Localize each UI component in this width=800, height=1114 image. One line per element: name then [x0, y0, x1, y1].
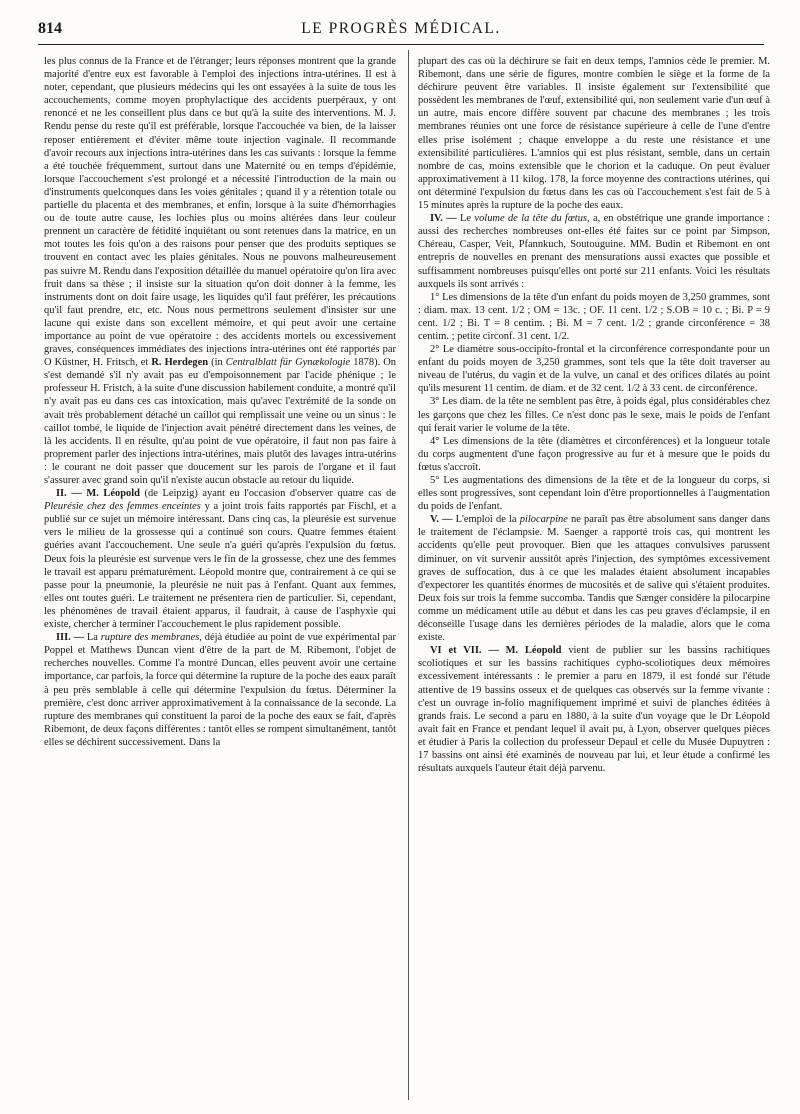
paragraph-text: , a, en obstétrique une grande importance : aussi des recherches nombreuses ont-elles été faites sur ce point par Simpson, Chéreau, Casper, Veit, Pfannkuch, Soutouguine. MM. Budin et Ribemont en ont entrepris de nouvelles en prenant des mensurations aussi exactes que possible et suffisamment nombreuses puisqu'elles ont porté sur 211 enfants. Voici les résultats auxquels ils sont arrivés :	[418, 213, 770, 290]
paragraph-membranes: plupart des cas où la déchirure se fait en deux temps, l'amnios cède le premier. M. Ribemont, dans une série de figures, montre combien le siège et la forme de la déchirure peuvent être variables. Il insiste également sur l'extensibilité que possèdent les membranes de l'œuf, extensibilité qui, non seulement varie d'un œuf à un autre, mais encore diffère souvent par chacune des membranes ; les trois membranes réunies ont une force de résistance supérieure à celle de l'une d'entre elles prise isolément ; chaque enveloppe a du reste une résistance et une extensibilité particulières. L'amnios qui est plus résistant, semble, dans un certain nombre de cas, moins extensible que le chorion et la caduque. On peut évaluer approximativement à 11 kilog. 178, la force moyenne des contractions utérines, qui ont déterminé l'expulsion du fœtus dans les cas où l'accouchement s'est fait de 5 à 15 minutes après la rupture de la poche des eaux.	[418, 56, 770, 212]
running-title: LE PROGRÈS MÉDICAL.	[301, 20, 501, 37]
paragraph-text: y a joint trois faits rapportés par Fischl, et a publié sur ce sujet un mémoire intéressant. Dans cinq cas, la pleurésie est survenue vers le milieu de la grossesse qui a continué son cours. Quatre femmes étaient guéries avant l'accouchement. Une seule n'a guéri qu'après l'expulsion du fœtus. Deux fois la pleurésie est survenue vers le fin de la grossesse, chez une des femmes le travail est apparu prématurément. Léopold montre que, contrairement à ce qui se passe pour la pneumonie, la pleurésie ne nuit pas à l'enfant. Quant aux femmes, elles ont toutes guéri. Le traitement ne présentera rien de particulier. Si, cependant, les phénomènes de travail étaient apparus, il faudrait, à cause de l'asphyxie qui existe, chercher à terminer l'accouchement le plus rapidement possible.	[44, 501, 396, 631]
column-divider	[408, 50, 409, 1100]
result-item: 3° Les diam. de la tête ne semblent pas être, à poids égal, plus considérables chez les garçons que chez les filles. Ce n'est donc pas le sexe, mais le poids de l'enfant qui ferait varier le volume de la tête.	[418, 396, 770, 434]
section-heading: II. — M. Léopold	[56, 488, 140, 500]
section-heading: V. —	[430, 514, 453, 526]
paragraph-text: Le	[456, 213, 475, 225]
header-rule	[38, 44, 764, 45]
result-item: 5° Les augmentations des dimensions de la tête et de la longueur du corps, si elles sont progressives, sont cependant loin d'être proportionnelles à l'augmentation du poids de l'enfant.	[418, 475, 770, 513]
topic-title: volume de la tête du fœtus	[474, 213, 587, 225]
paragraph-text: ne paraît pas être absolument sans danger dans le traitement de l'éclampsie. M. Saenger a rapporté trois cas, qui montrent les accidents qu'elle peut provoquer. Bien que les attaques convulsives parussent diminuer, on vit survenir aussitôt après l'injection, des symptômes excessivement graves de suffocation, dus à ce que les malades étaient absolument incapables d'expectorer les quantités énormes de mucosités et de salive qui s'étaient produites. Deux fois sur trois la femme succomba. Tandis que Sænger considère la pilocarpine comme un médicament utile au début et dans les cas peu graves d'éclampsie, il en déconseille l'usage dans les dernières périodes de la maladie, alors que le coma existe.	[418, 514, 770, 644]
section-iii	[44, 631, 396, 749]
journal-title: Centralblatt für Gynækologie	[225, 357, 351, 369]
paragraph-text: La	[84, 632, 101, 644]
paragraph-text: vient de publier sur les bassins rachitiques scoliotiques et sur les bassins rachitiques cypho-scoliotiques deux mémoires excessivement intéressants : le premier a paru en 1879, il est fondé sur l'étude attentive de 19 bassins osseux et de quelques cas observés sur la femme vivante : c'est un ouvrage in-folio magnifiquement imprimé et suivi de planches éditées à grands frais. Le second a paru en 1880, à la suite d'un voyage que le Dr Léopold avait fait en France et pendant lequel il avait pu, à Lyon, observer quelques pièces et étudier à Paris la collection du professeur Depaul et celle du Musée Dupuytren : 17 bassins ont ainsi été examinés de nouveau par lui, et leur étude a confirmé les résultats auxquels l'auteur était déjà parvenu.	[418, 645, 770, 775]
paragraph-injections	[44, 55, 396, 487]
section-heading: IV. —	[430, 213, 457, 225]
section-vi-vii	[418, 644, 770, 775]
result-item: 1° Les dimensions de la tête d'un enfant du poids moyen de 3,250 grammes, sont : diam. max. 13 cent. 1/2 ; OM = 13c. ; OF. 11 cent. 1/2 ; S.OB = 10 c. ; Bi. P = 9 cent. 1/2 ; Bi. T = 8 centim. ; Bi. M = 7 cent. 1/2 ; grande circonférence = 38 centim. ; petite circonf. 31 cent. 1/2.	[418, 291, 770, 342]
paragraph-text: (de Leipzig) ayant eu l'occasion d'observer quatre cas de	[139, 488, 396, 500]
paragraph-text: , déjà étudiée au point de vue expérimental par Poppel et Matthews Duncan vient d'être de la part de M. Ribemont, l'objet de recherches nouvelles. Comme l'a montré Duncan, elles peuvent avoir une certaine importance, car parfois, la force qui détermine la rupture de la poche des eaux paraît à peu près semblable à celle qui détermine l'expulsion du fœtus. Déterminer la première, c'est donc arriver approximativement à la connaissance de la seconde. La rupture des membranes qui constituent la paroi de la poche des eaux se fait, d'après Ribemont, de deux façons différentes : tantôt elles se rompent simultanément, tantôt elles se déchirent successivement. Dans la	[44, 632, 396, 748]
page-number: 814	[38, 20, 62, 37]
right-column	[418, 55, 770, 775]
section-heading: III. —	[56, 632, 85, 644]
section-v	[418, 513, 770, 644]
paragraph-text: les plus connus de la France et de l'étranger; leurs réponses montrent que la grande majorité d'entre eux est favorable à l'emploi des injections intra-utérines. Il est à noter, cependant, que plusieurs médecins qui les ont essayées à la suite de tous les accouchements, comme moyen prophylactique des accidents puerpéraux, y ont renoncé et ne les conseillent plus dans ce but qu'à la suite des interventions. M. J. Rendu pense du reste qu'il est préférable, lorsque l'accouchée va bien, de la laisser reposer entièrement et d'éviter même toute injection vaginale. Il recommande d'avoir recours aux injections intra-utérines dans les cas suivants : lorsque la femme a été touchée fréquemment, surtout dans une Maternité ou en temps d'épidémie, lorsque l'accouchement s'est prolongé et a nécessité l'introduction de la main ou d'instruments quelconques dans les voies génitales ; quand il y a rétention totale ou partielle du placenta et des membranes, et enfin, lorsque à la suite d'hémorrhagies ou de toute autre cause, les lochies plus ou moins altérées dans leur couleur prennent un caractère de fétidité inquiétant ou sont retenues dans la matrice, en un mot toutes les fois qu'on a des raisons pour penser que des produits septiques se trouvent en contact avec les plaies génitales. Nous ne pouvons malheureusement pas suivre M. Rendu dans l'exposition détaillée du manuel opératoire qu'on lira avec fruit dans sa thèse ; il insiste sur la situation qu'on doit donner à la femme, les instruments dont on doit faire usage, les liquides qu'il faut préférer, les précautions qu'il faut prendre, etc, etc. Nous nous permettrons seulement d'insister sur une lacune qui existe dans son excellent mémoire, et qui peut avoir une certaine importance au point de vue opératoire : des accidents mortels ou excessivement graves, conséquences immédiates des injections intra-utérines ont été rapportés par O Küstner, H. Fritsch, et	[44, 56, 396, 369]
paragraph-text: L'emploi de la	[452, 514, 520, 526]
result-item: 4° Les dimensions de la tête (diamètres et circonférences) et la longueur totale du corps augmentent d'une façon progressive au fur et à mesure que le poids du fœtus s'accroît.	[418, 435, 770, 473]
result-item: 2° Le diamètre sous-occipito-frontal et la circonférence correspondante pour un enfant du poids moyen de 3,250 grammes, sont tels que la tête doit traverser au niveau de l'utérus, du vagin et de la vulve, un canal et des orifices dilatés au point qu'ils mesurent 11 centim. de diam. et de 32 cent. 1/2 à 33 cent. de circonférence.	[418, 344, 770, 395]
topic-title: pilocarpine	[519, 514, 568, 526]
section-ii	[44, 487, 396, 631]
topic-title: rupture des membranes	[100, 632, 200, 644]
left-column	[44, 55, 396, 749]
section-heading: VI et VII. — M. Léopold	[430, 645, 562, 657]
author-name: R. Herdegen	[151, 357, 209, 369]
topic-title: Pleurésie chez des femmes enceintes	[44, 501, 201, 513]
section-iv	[418, 212, 770, 291]
paragraph-text: 1878). On s'est demandé s'il n'y avait pas eu d'empoisonnement par l'acide phénique ; le professeur H. Fristch, à la suite d'une discussion habilement conduite, a montré qu'il n'y avait pas eu dans ces cas intoxication, mais qu'avec l'extrémité de la sonde on avait très probablement détaché un caillot qui remplissait une veine ou un sinus : le caillot tombé, le liquide de l'injection avait pénétré directement dans les veines, de là les accidents. Il en résulte, qu'au point de vue opératoire, il faut non pas faire à proprement parler des injections intra-utérines, mais plutôt des lavages intra-utérins : le courant ne doit passer que doucement sur les parois de l'organe et il faut s'assurer avec grand soin qu'il n'existe aucun obstacle au retour du liquide.	[44, 357, 397, 486]
page-header	[38, 20, 764, 42]
paragraph-text: (in	[208, 357, 226, 369]
